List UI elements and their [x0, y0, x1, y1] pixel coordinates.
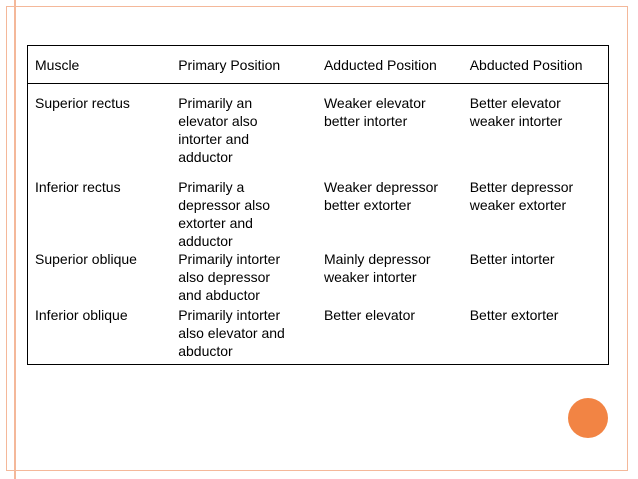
cell-muscle — [28, 166, 172, 250]
cell-line: depressor also — [178, 197, 271, 213]
cell-abducted — [463, 304, 609, 365]
cell-line: weaker intorter — [323, 269, 417, 285]
orange-circle-decoration — [568, 398, 608, 438]
cell-line: Better depressor — [469, 179, 574, 195]
cell-adducted — [317, 166, 463, 250]
cell-line: Primarily intorter — [178, 251, 281, 267]
cell-primary — [171, 250, 317, 304]
cell-line: Better elevator — [469, 95, 561, 111]
table-header-row — [28, 46, 609, 84]
cell-primary — [171, 166, 317, 250]
cell-line: Inferior rectus — [35, 179, 121, 195]
cell-line: Better extorter — [469, 307, 559, 323]
cell-line: adductor — [178, 149, 233, 165]
cell-adducted — [317, 304, 463, 365]
table-row — [28, 250, 609, 304]
extraocular-muscle-table — [27, 45, 609, 365]
cell-line: Weaker depressor — [323, 179, 439, 195]
header-adducted-position: Adducted Position — [317, 46, 463, 84]
cell-muscle — [28, 250, 172, 304]
cell-adducted — [317, 84, 463, 167]
table-row — [28, 84, 609, 167]
cell-adducted — [317, 250, 463, 304]
cell-primary — [171, 304, 317, 365]
cell-line: Primarily a — [178, 179, 245, 195]
header-abducted-position: Abducted Position — [463, 46, 609, 84]
cell-line: Inferior oblique — [35, 307, 128, 323]
header-primary-position: Primary Position — [171, 46, 317, 84]
cell-line: Better elevator — [323, 307, 416, 323]
cell-line: Better intorter — [469, 251, 555, 267]
cell-line: abductor — [178, 343, 233, 359]
cell-line: better intorter — [323, 113, 408, 129]
cell-abducted — [463, 166, 609, 250]
cell-abducted — [463, 250, 609, 304]
cell-muscle — [28, 84, 172, 167]
cell-muscle — [28, 304, 172, 365]
slide-left-stripe — [14, 0, 16, 479]
cell-line: extorter and — [178, 215, 253, 231]
cell-line: better extorter — [323, 197, 412, 213]
cell-line: intorter and — [178, 131, 250, 147]
cell-primary — [171, 84, 317, 167]
cell-line: elevator also — [178, 113, 258, 129]
cell-line: Weaker elevator — [323, 95, 426, 111]
cell-line: Primarily an — [178, 95, 253, 111]
table-row — [28, 304, 609, 365]
cell-line: also elevator and — [178, 325, 285, 341]
cell-line: Superior rectus — [35, 95, 130, 111]
cell-line: Primarily intorter — [178, 307, 281, 323]
header-muscle: Muscle — [28, 46, 172, 84]
cell-line: Superior oblique — [35, 251, 137, 267]
cell-abducted — [463, 84, 609, 167]
cell-line: weaker extorter — [469, 197, 567, 213]
cell-line: adductor — [178, 233, 233, 249]
cell-line: and abductor — [178, 287, 260, 303]
cell-line: Mainly depressor — [323, 251, 431, 267]
table-row — [28, 166, 609, 250]
cell-line: also depressor — [178, 269, 271, 285]
cell-line: weaker intorter — [469, 113, 563, 129]
